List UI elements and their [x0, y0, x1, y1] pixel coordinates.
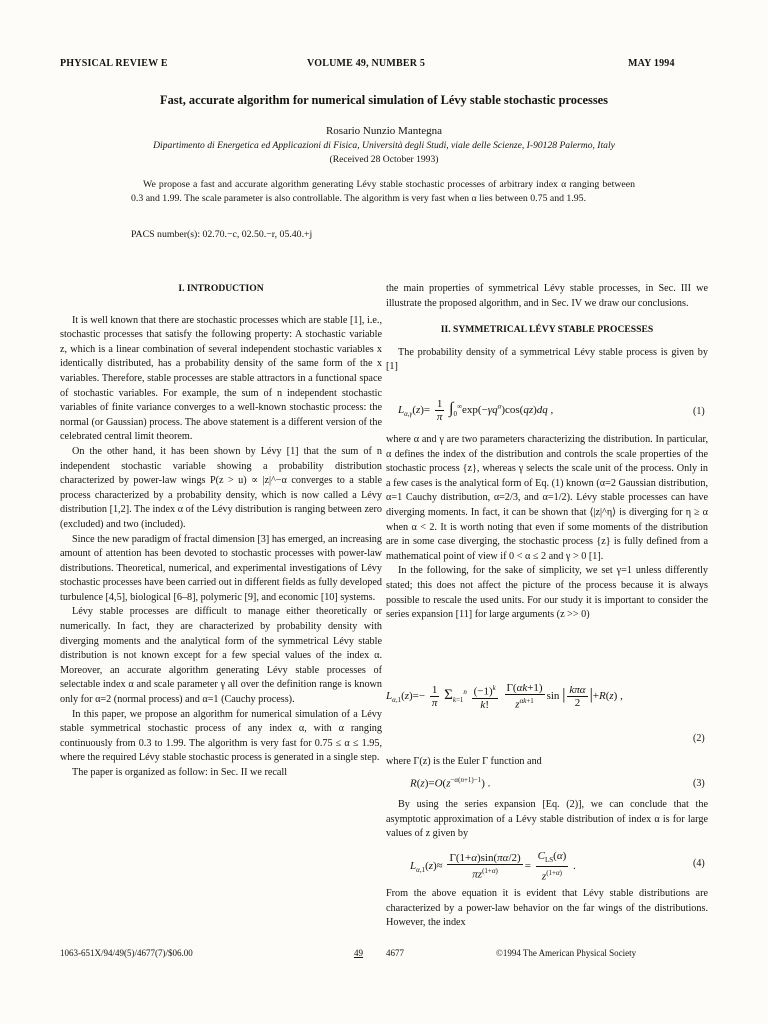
body-paragraph: where Γ(z) is the Euler Γ function and — [386, 756, 542, 767]
footer-volume: 49 — [354, 948, 363, 958]
continuation-paragraph: the main properties of symmetrical Lévy stable processes, in Sec. III we illustrate the proposed algorithm, and in Sec. IV we draw our conclusions. — [386, 283, 708, 309]
intro-paragraph: In this paper, we propose an algorithm for numerical simulation of a Lévy stable symmetrical stochastic process of any index α, with α ranging continuously from 0.3 to 1.99. The algorithm is very fast for 0.75 ≤ α ≤ 1.95, where the required Lévy stable stochastic process is generated in a single step. — [60, 708, 382, 764]
footer-code: 1063-651X/94/49(5)/4677(7)/$06.00 — [60, 948, 193, 958]
right-column-part3 — [386, 755, 708, 770]
body-paragraph: where α and γ are two parameters characterizing the distribution. In particular, α defines the index of the distribution and controls the scale properties of the stochastic process {z}, whereas γ selects the scale unit of the process. Only in a few cases is the analytical form of Eq. (1) known (α=2 Gaussian distribution, α=1 Cauchy distribution, α=2/3, and α=1/2). Lévy stable processes can have diverging moments. In fact, it can be shown that ⟨|z|^η⟩ is diverging for η ≥ α when α < 2. It is worth noting that even if some moments of the distribution are in some case diverging, the stochastic process {z} is fully defined from a mathematical point of view if 0 < α ≤ 2 and γ > 0 [1]. — [386, 434, 708, 562]
page-number: 4677 — [386, 948, 404, 958]
copyright: ©1994 The American Physical Society — [496, 948, 637, 958]
author-name: Rosario Nunzio Mantegna — [325, 125, 443, 137]
equation-2: $L_{\alpha,1}(z)=-$ $\frac{1}{\pi}$ $\Sigma_{k=1}^n$ $\frac{(-1)^k}{k!}$ $\frac{\Gamma(\alpha k+1)}{z^{\alpha k+1}}$ sin | $\frac{\text{kπα}}{2}$ |+R(z) , — [386, 682, 623, 711]
equation-4: $L_{\alpha,1}(z)\approx$ $\frac{\Gamma(1+\alpha)\sin(\pi\alpha/2)}{\pi z^{(1+\alpha)}}$ = $\frac{C_{LS}(\alpha)}{z^{(1+\alpha)}}$ . — [410, 850, 576, 883]
equation-1-number: (1) — [693, 406, 705, 417]
right-column-part4 — [386, 798, 708, 842]
intro-paragraph: The paper is organized as follow: in Sec. II we recall — [72, 767, 288, 778]
body-paragraph: By using the series expansion [Eq. (2)], we can conclude that the asymptotic approximation of a Lévy stable distribution of index α is for large values of z given by — [386, 799, 708, 840]
pacs-numbers: PACS number(s): 02.70.−c, 02.50.−r, 05.40.+j — [131, 229, 313, 240]
paper-title: Fast, accurate algorithm for numerical simulation of Lévy stable stochastic processes — [160, 93, 608, 107]
right-column — [386, 282, 708, 375]
abstract: We propose a fast and accurate algorithm generating Lévy stable stochastic processes of arbitrary index α ranging between 0.3 and 1.99. The scale parameter is also controllable. The algorithm is very fast when α lies between 0.75 and 1.95. — [131, 179, 635, 205]
intro-paragraph: On the other hand, it has been shown by Lévy [1] that the sum of n independent stochastic variable showing a probability distribution characterized by power-law wings P(z > u) ∝ |z|^−α converges to a stable process characterized by a probability density, which is now called a Lévy distribution [1,2]. The index α of the Lévy distribution is ranging between zero (excluded) and two (included). — [60, 445, 382, 530]
issue-date: MAY 1994 — [628, 58, 675, 69]
intro-paragraph: Since the new paradigm of fractal dimension [3] has emerged, an increasing amount of attention has been devoted to stochastic processes with power-law distributions. Theoretical, numerical, and experimental investigations of Lévy stochastic processes have been carried out in different fields as fully developed turbulence [4,5], biological [6–8], polymeric [9], and economic [10] systems. — [60, 533, 383, 603]
section-title-introduction: I. INTRODUCTION — [178, 283, 264, 294]
equation-1: $L_{\alpha,\gamma}(z)=$ $\frac{1}{\pi}$ $\int_0^\infty\exp(-\gamma q^\alpha)\cos(qz)dq$ , — [398, 398, 554, 423]
equation-3-number: (3) — [693, 778, 705, 789]
left-column — [60, 282, 382, 781]
right-column-part2 — [386, 433, 708, 623]
equation-4-number: (4) — [693, 858, 705, 869]
journal-name: PHYSICAL REVIEW E — [60, 58, 168, 69]
equation-2-number: (2) — [693, 733, 705, 744]
right-column-part5 — [386, 887, 708, 931]
body-paragraph: The probability density of a symmetrical Lévy stable process is given by [1] — [386, 346, 708, 373]
body-paragraph: In the following, for the sake of simplicity, we set γ=1 unless differently stated; this does not affect the picture of the process because it is always possible to rescale the used units. For our study it is important to consider the series expansion [11] for large arguments (z >> 0) — [386, 565, 708, 621]
received-date: (Received 28 October 1993) — [329, 154, 439, 165]
intro-paragraph: It is well known that there are stochastic processes which are stable [1], i.e., stochastic processes that satisfy the following property: A stochastic variable z, which is a linear combination of several independent stochastic variables x identically distributed, has a probability density of the same form of the x variables. Therefore, stable processes are stable attractors in a functional space of stochastic variables. For example, the sum of n independent stochastic variables of finite variance converges to a well-known stochastic process: the normal (or Gaussian) process. The above statement is a different version of the celebrated central limit theorem. — [60, 314, 382, 443]
section-title-symmetrical: II. SYMMETRICAL LÉVY STABLE PROCESSES — [440, 324, 654, 336]
author-affiliation: Dipartimento di Energetica ed Applicazioni di Fisica, Università degli Studi, viale delle Scienze, I-90128 Palermo, Italy — [153, 140, 615, 151]
intro-paragraph: Lévy stable processes are difficult to manage either theoretically or numerically. In fact, they are characterized by probability density with diverging moments and the analytical form of the symmetrical Lévy stable distribution is not known except for a few special values of the index α. Moreover, an accurate algorithm generating Lévy stable processes of selectable index α and scale parameter γ all over the definition range is known only for α=2 (normal process) and α=1 (Cauchy process). — [60, 606, 382, 706]
volume-number: VOLUME 49, NUMBER 5 — [307, 58, 426, 69]
equation-3: $R(z)=O(z^{-\alpha(n+1)-1})$ . — [410, 776, 491, 790]
body-paragraph: From the above equation it is evident that Lévy stable distributions are characterized by a power-law behavior on the far wings of the distributions. However, the index — [386, 888, 708, 929]
